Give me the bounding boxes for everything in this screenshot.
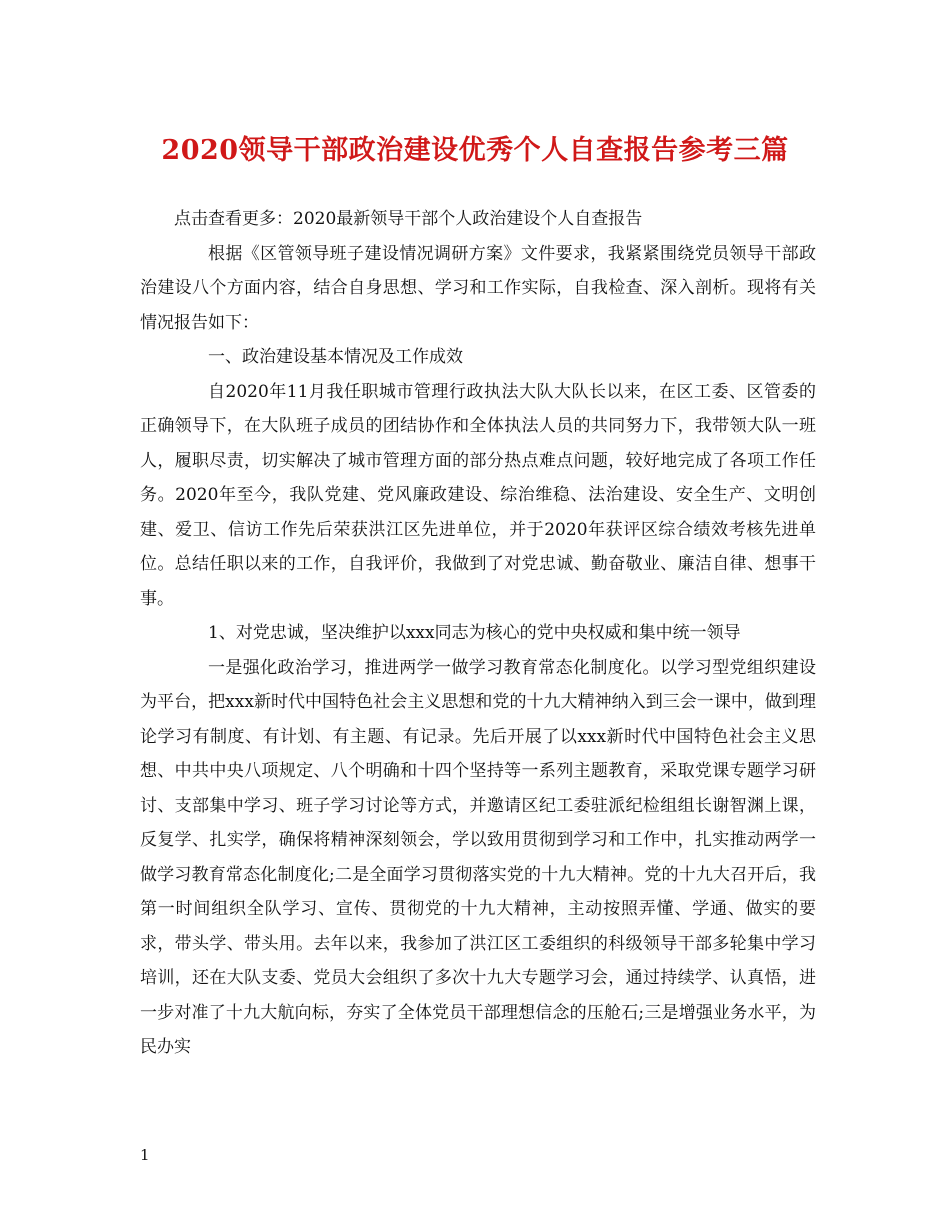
paragraph-study: 一是强化政治学习，推进两学一做学习教育常态化制度化。以学习型党组织建设为平台，把xxx新时代中国特色社会主义思想和党的十九大精神纳入到三会一课中，做到理论学习有制度、有计划、有主题、有记录。先后开展了以xxx新时代中国特色社会主义思想、中共中央八项规定、八个明确和十四个坚持等一系列主题教育，采取党课专题学习研讨、支部集中学习、班子学习讨论等方式，并邀请区纪工委驻派纪检组组长谢智渊上课，反复学、扎实学，确保将精神深刻领会，学以致用贯彻到学习和工作中，扎实推动两学一做学习教育常态化制度化;二是全面学习贯彻落实党的十九大精神。党的十九大召开后，我第一时间组织全队学习、宣传、贯彻党的十九大精神，主动按照弄懂、学通、做实的要求，带头学、带头用。去年以来，我参加了洪江区工委组织的科级领导干部多轮集中学习培训，还在大队支委、党员大会组织了多次十九大专题学习会，通过持续学、认真悟，进一步对准了十九大航向标，夯实了全体党员干部理想信念的压舱石;三是增强业务水平，为民办实 (140, 657, 816, 1057)
paragraph-overview: 自2020年11月我任职城市管理行政执法大队大队长以来，在区工委、区管委的正确领导下，在大队班子成员的团结协作和全体执法人员的共同努力下，我带领大队一班人，履职尽责，切实解决了城市管理方面的部分热点难点问题，较好地完成了各项工作任务。2020年至今，我队党建、党风廉政建设、综治维稳、法治建设、安全生产、文明创建、爱卫、信访工作先后荣获洪江区先进单位，并于2020年获评区综合绩效考核先进单位。总结任职以来的工作，自我评价，我做到了对党忠诚、勤奋敬业、廉洁自律、想事干事。 (140, 381, 816, 609)
document-title: 2020领导干部政治建设优秀个人自查报告参考三篇 (161, 135, 789, 166)
section-heading: 一、政治建设基本情况及工作成效 (208, 347, 463, 367)
subsection-heading: 1、对党忠诚，坚决维护以xxx同志为核心的党中央权威和集中统一领导 (208, 623, 741, 643)
more-link[interactable]: 点击查看更多：2020最新领导干部个人政治建设个人自查报告 (174, 209, 643, 229)
page-number: 1 (140, 1146, 150, 1164)
paragraph-intro: 根据《区管领导班子建设情况调研方案》文件要求，我紧紧围绕党员领导干部政治建设八个方面内容，结合自身思想、学习和工作实际，自我检查、深入剖析。现将有关情况报告如下： (140, 243, 816, 333)
document-body (140, 202, 816, 1065)
